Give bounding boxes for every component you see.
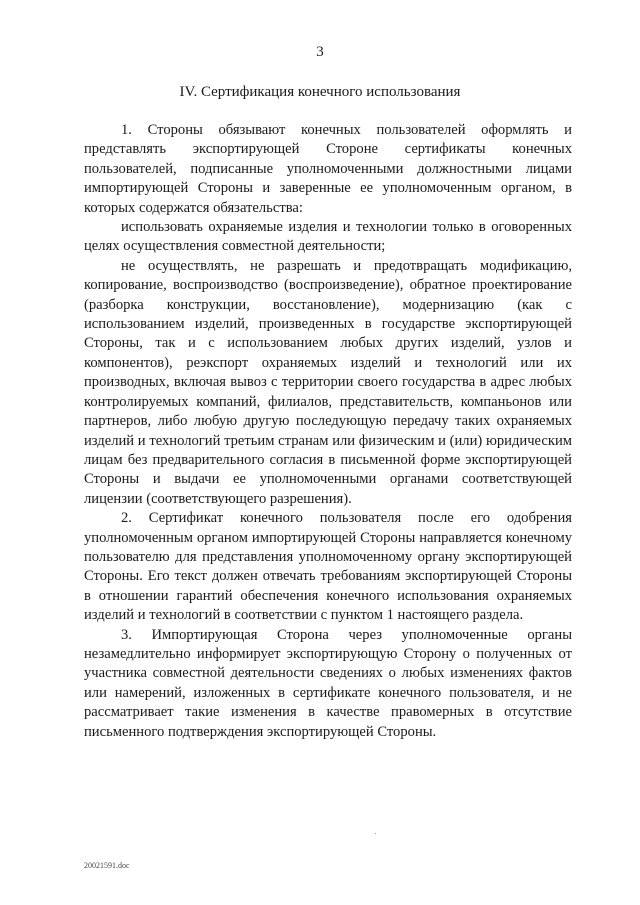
paragraph-3: 3. Импортирующая Сторона через уполномоченные органы незамедлительно информирует экспортирующую Сторону о полученных от участника совместной деятельности сведениях о любых изменениях фактов или намерений, изложенных в сертификате конечного пользователя, и не рассматривает такие изменения в качестве правомерных в отсутствие письменного подтверждения экспортирующей Стороны. <box>84 626 572 740</box>
footer-filename: 20021591.doc <box>84 861 130 870</box>
scan-speck <box>375 833 376 834</box>
paragraph-obligation-use: использовать охраняемые изделия и технологии только в оговоренных целях осуществления совместной деятельности; <box>84 219 572 255</box>
paragraph-1: 1. Стороны обязывают конечных пользователей оформлять и представлять экспортирующей Стороне сертификаты конечных пользователей, подписанные уполномоченными должностными лицами импортирующей Стороны и заверенные ее уполномоченным органом, в которых содержатся обязательства: <box>84 122 572 216</box>
paragraph-obligation-restrictions: не осуществлять, не разрешать и предотвращать модификацию, копирование, воспроизводство (воспроизведение), обратное проектирование (разборка конструкции, восстановление), модернизацию (как с использованием изделий, произведенных в государстве экспортирующей Стороны, так и с использованием любых других изделий, узлов и компонентов), реэкспорт охраняемых изделий и технологий или их производных, включая вывоз с территории своего государства в адрес любых контролируемых компаний, филиалов, представительств, компаньонов или партнеров, либо любую другую последующую передачу таких охраняемых изделий и технологий третьим странам или физическим и (или) юридическим лицам без предварительного согласия в письменной форме экспортирующей Стороны и выдачи ее уполномоченными органами соответствующей лицензии (соответствующего разрешения). <box>84 257 572 507</box>
page-number: 3 <box>316 44 324 60</box>
document-body <box>84 121 572 742</box>
section-title: IV. Сертификация конечного использования <box>179 84 461 100</box>
paragraph-2: 2. Сертификат конечного пользователя после его одобрения уполномоченным органом импортирующей Стороны направляется конечному пользователю для представления уполномоченному органу экспортирующей Стороны. Его текст должен отвечать требованиям экспортирующей Стороны в отношении гарантий обеспечения конечного использования охраняемых изделий и технологий в соответствии с пунктом 1 настоящего раздела. <box>84 510 572 624</box>
